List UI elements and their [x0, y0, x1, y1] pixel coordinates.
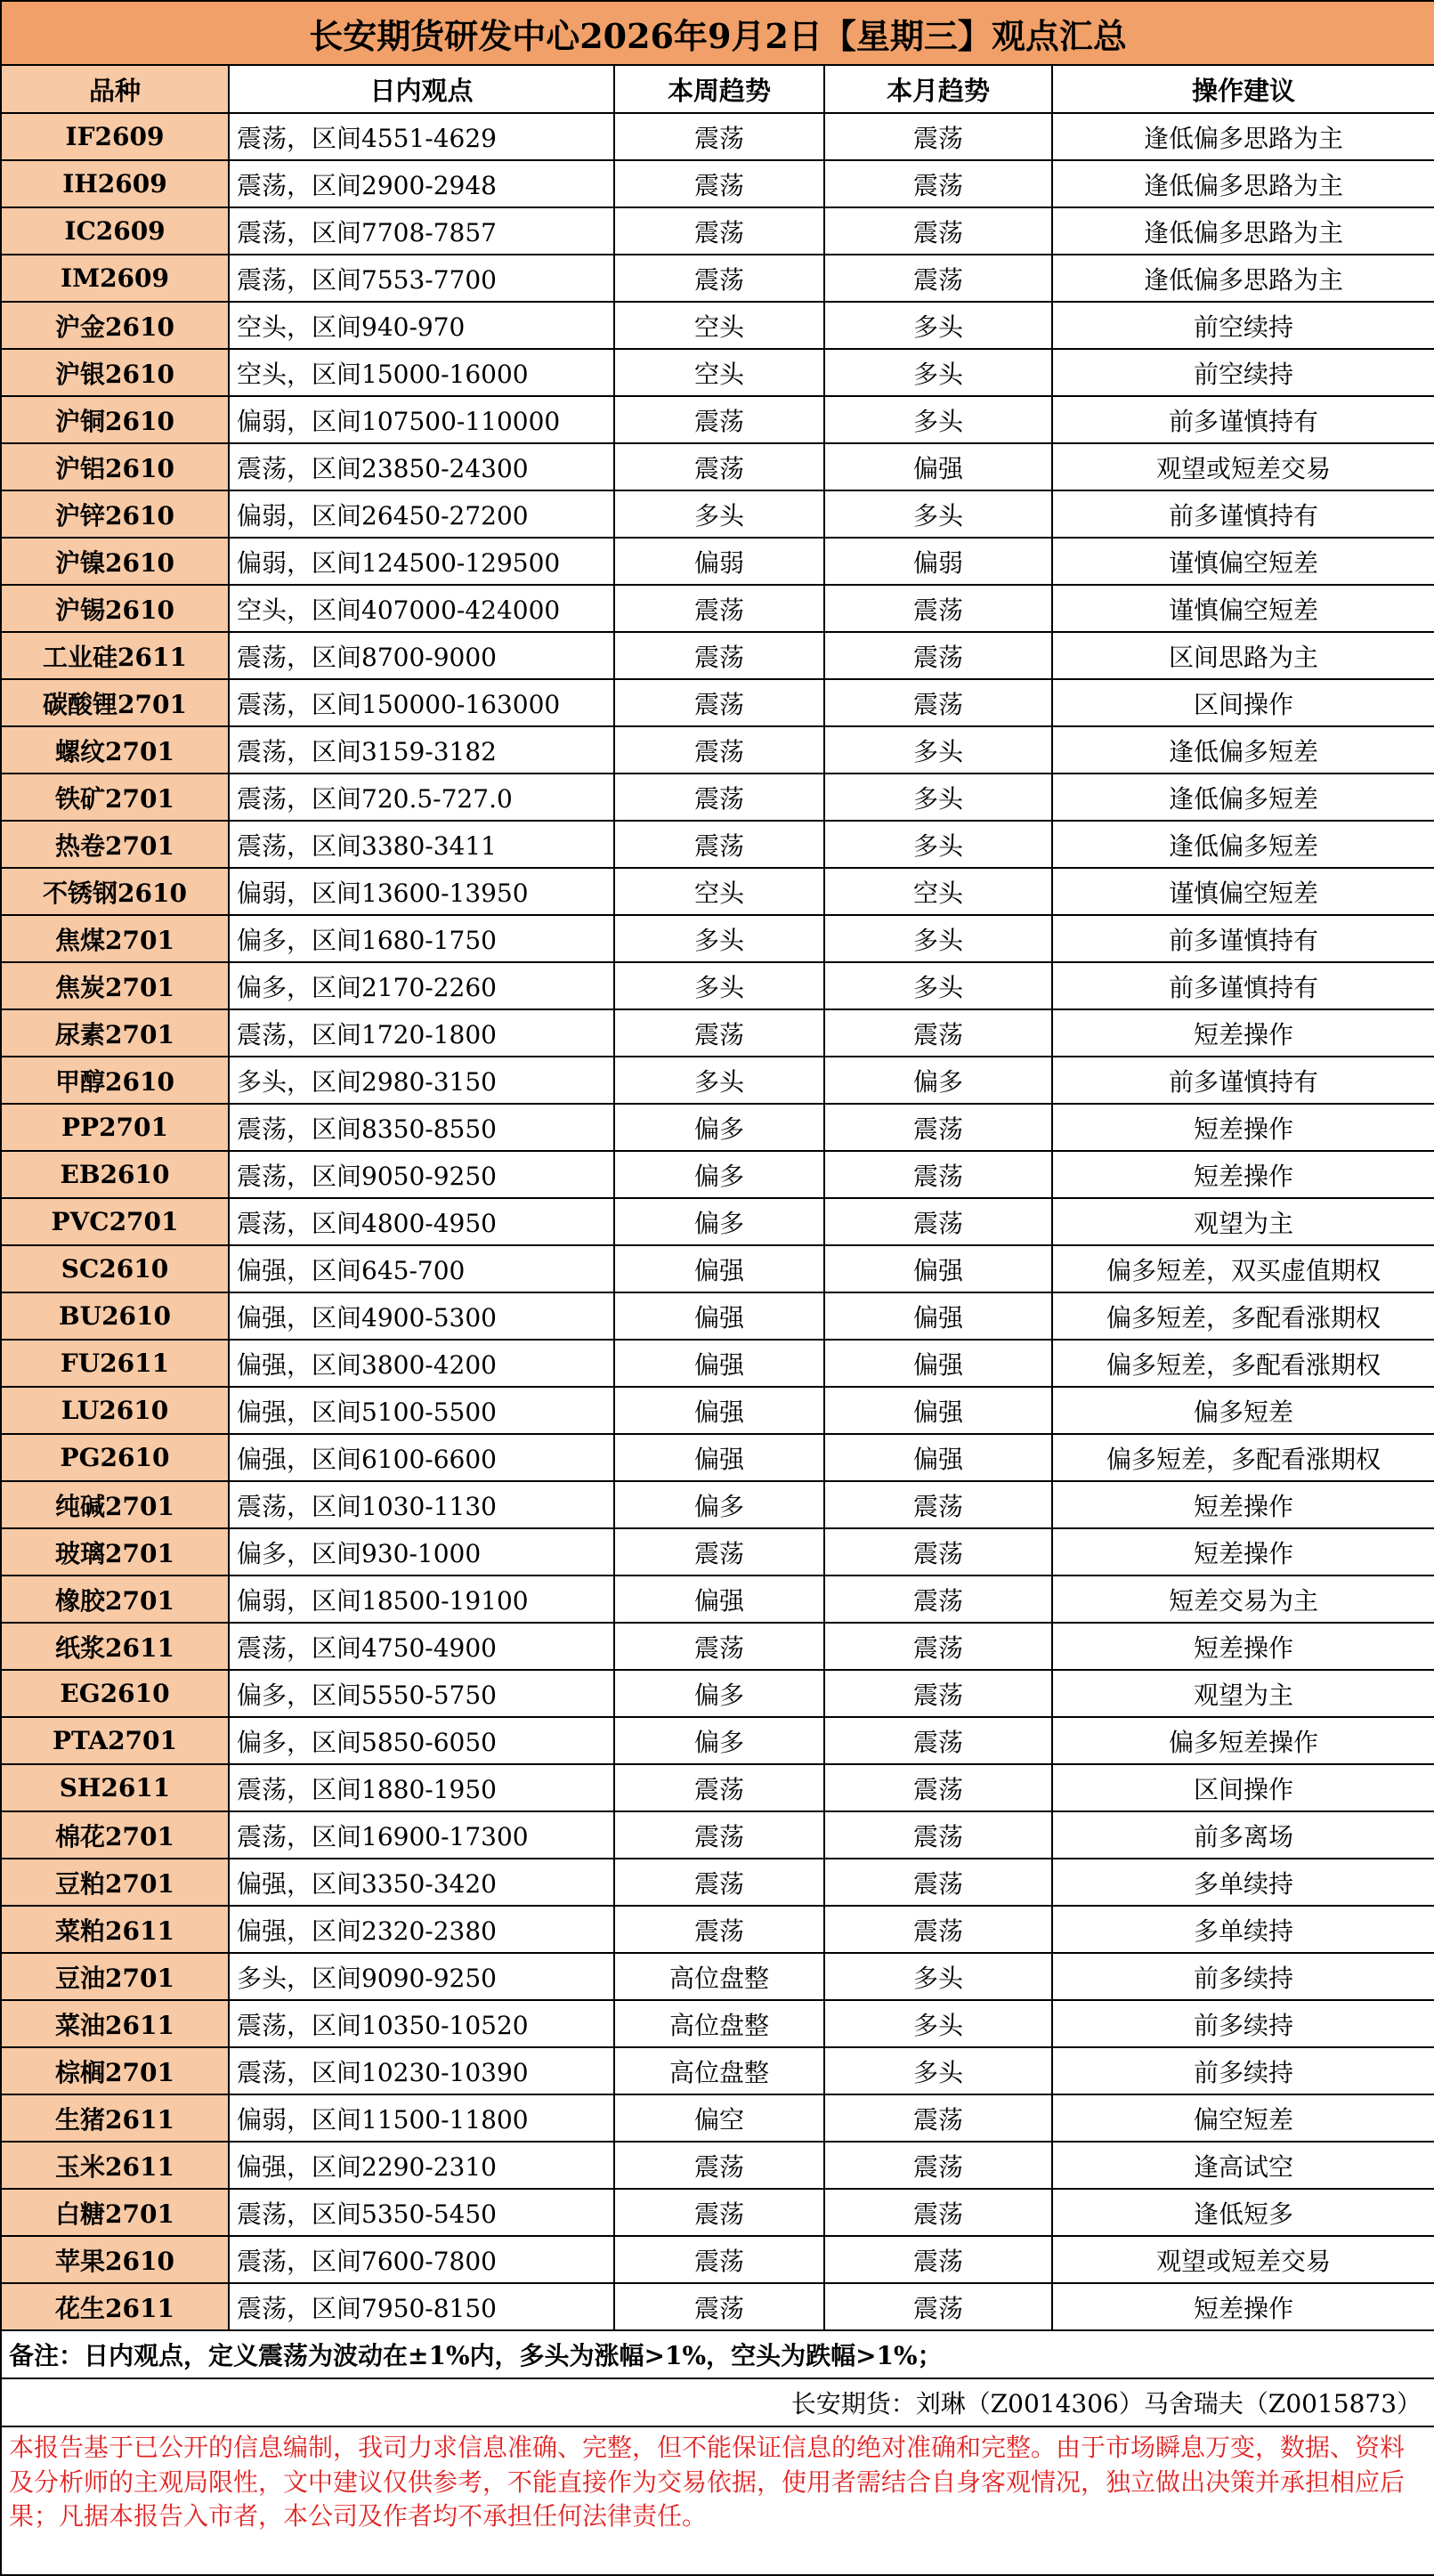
table-row — [1, 2047, 1434, 2094]
variety-cell: 白糖2701 — [1, 2189, 229, 2236]
week-trend-cell: 偏多 — [614, 1717, 824, 1764]
intraday-view-cell: 多头，区间9090-9250 — [229, 1953, 614, 2000]
variety-cell: 沪锡2610 — [1, 585, 229, 632]
week-trend-cell: 偏弱 — [614, 538, 824, 585]
column-header-week: 本周趋势 — [614, 65, 824, 113]
month-trend-cell: 空头 — [824, 868, 1052, 915]
intraday-view-cell: 震荡，区间4551-4629 — [229, 113, 614, 160]
table-row — [1, 774, 1434, 821]
week-trend-cell: 震荡 — [614, 1528, 824, 1576]
advice-cell: 短差操作 — [1052, 1151, 1434, 1198]
advice-cell: 多单续持 — [1052, 1906, 1434, 1953]
intraday-view-cell: 偏强，区间2320-2380 — [229, 1906, 614, 1953]
variety-cell: 生猪2611 — [1, 2094, 229, 2142]
variety-cell: 棉花2701 — [1, 1811, 229, 1859]
advice-cell: 观望或短差交易 — [1052, 2236, 1434, 2283]
advice-cell: 前多谨慎持有 — [1052, 962, 1434, 1009]
intraday-view-cell: 震荡，区间3159-3182 — [229, 726, 614, 774]
variety-cell: 焦煤2701 — [1, 915, 229, 962]
variety-cell: 棕榈2701 — [1, 2047, 229, 2094]
table-row — [1, 2142, 1434, 2189]
table-row — [1, 1245, 1434, 1292]
week-trend-cell: 偏强 — [614, 1387, 824, 1434]
table-row — [1, 1576, 1434, 1623]
table-row — [1, 1528, 1434, 1576]
variety-cell: 焦炭2701 — [1, 962, 229, 1009]
advice-cell: 短差操作 — [1052, 1104, 1434, 1151]
month-trend-cell: 震荡 — [824, 113, 1052, 160]
advice-cell: 前空续持 — [1052, 349, 1434, 396]
week-trend-cell: 偏强 — [614, 1245, 824, 1292]
advice-cell: 区间思路为主 — [1052, 632, 1434, 679]
intraday-view-cell: 震荡，区间5350-5450 — [229, 2189, 614, 2236]
variety-cell: 沪银2610 — [1, 349, 229, 396]
advice-cell: 逢低偏多思路为主 — [1052, 113, 1434, 160]
intraday-view-cell: 偏弱，区间13600-13950 — [229, 868, 614, 915]
table-row — [1, 2094, 1434, 2142]
variety-cell: PP2701 — [1, 1104, 229, 1151]
author-line: 长安期货：刘琳（Z0014306）马舍瑞夫（Z0015873） — [1, 2378, 1434, 2426]
month-trend-cell: 震荡 — [824, 1670, 1052, 1717]
advice-cell: 谨慎偏空短差 — [1052, 868, 1434, 915]
table-body — [1, 113, 1434, 2330]
variety-cell: 沪铜2610 — [1, 396, 229, 443]
week-trend-cell: 多头 — [614, 1057, 824, 1104]
table-row — [1, 349, 1434, 396]
intraday-view-cell: 震荡，区间7553-7700 — [229, 255, 614, 302]
week-trend-cell: 偏多 — [614, 1151, 824, 1198]
advice-cell: 前多谨慎持有 — [1052, 490, 1434, 538]
month-trend-cell: 震荡 — [824, 1906, 1052, 1953]
variety-cell: EG2610 — [1, 1670, 229, 1717]
advice-cell: 前多续持 — [1052, 2047, 1434, 2094]
month-trend-cell: 震荡 — [824, 1764, 1052, 1811]
table-row — [1, 2236, 1434, 2283]
table-row — [1, 1151, 1434, 1198]
intraday-view-cell: 偏多，区间5850-6050 — [229, 1717, 614, 1764]
week-trend-cell: 偏强 — [614, 1340, 824, 1387]
week-trend-cell: 偏多 — [614, 1670, 824, 1717]
intraday-view-cell: 偏强，区间5100-5500 — [229, 1387, 614, 1434]
intraday-view-cell: 震荡，区间7708-7857 — [229, 207, 614, 255]
week-trend-cell: 震荡 — [614, 443, 824, 490]
table-row — [1, 538, 1434, 585]
week-trend-cell: 震荡 — [614, 255, 824, 302]
table-row — [1, 255, 1434, 302]
table-row — [1, 585, 1434, 632]
table-row — [1, 396, 1434, 443]
variety-cell: 纯碱2701 — [1, 1481, 229, 1528]
week-trend-cell: 震荡 — [614, 2142, 824, 2189]
week-trend-cell: 震荡 — [614, 632, 824, 679]
note: 备注：日内观点，定义震荡为波动在±1%内，多头为涨幅>1%，空头为跌幅>1%； — [1, 2330, 1434, 2378]
variety-cell: 菜粕2611 — [1, 1906, 229, 1953]
advice-cell: 观望为主 — [1052, 1670, 1434, 1717]
variety-cell: 豆油2701 — [1, 1953, 229, 2000]
advice-cell: 前多离场 — [1052, 1811, 1434, 1859]
page-title: 长安期货研发中心2026年9月2日【星期三】观点汇总 — [1, 1, 1434, 65]
table-row — [1, 1481, 1434, 1528]
intraday-view-cell: 震荡，区间4800-4950 — [229, 1198, 614, 1245]
intraday-view-cell: 偏弱，区间11500-11800 — [229, 2094, 614, 2142]
advice-cell: 偏多短差，多配看涨期权 — [1052, 1292, 1434, 1340]
week-trend-cell: 空头 — [614, 868, 824, 915]
table-row — [1, 2283, 1434, 2330]
intraday-view-cell: 震荡，区间4750-4900 — [229, 1623, 614, 1670]
table-row — [1, 1906, 1434, 1953]
intraday-view-cell: 震荡，区间23850-24300 — [229, 443, 614, 490]
table-row — [1, 1009, 1434, 1057]
month-trend-cell: 震荡 — [824, 632, 1052, 679]
variety-cell: 苹果2610 — [1, 2236, 229, 2283]
variety-cell: EB2610 — [1, 1151, 229, 1198]
advice-cell: 逢低偏多思路为主 — [1052, 255, 1434, 302]
intraday-view-cell: 偏多，区间1680-1750 — [229, 915, 614, 962]
variety-cell: 不锈钢2610 — [1, 868, 229, 915]
variety-cell: 纸浆2611 — [1, 1623, 229, 1670]
table-row — [1, 679, 1434, 726]
week-trend-cell: 震荡 — [614, 821, 824, 868]
variety-cell: 豆粕2701 — [1, 1859, 229, 1906]
intraday-view-cell: 震荡，区间16900-17300 — [229, 1811, 614, 1859]
table-row — [1, 1057, 1434, 1104]
intraday-view-cell: 震荡，区间8350-8550 — [229, 1104, 614, 1151]
week-trend-cell: 多头 — [614, 962, 824, 1009]
variety-cell: 尿素2701 — [1, 1009, 229, 1057]
intraday-view-cell: 偏强，区间6100-6600 — [229, 1434, 614, 1481]
week-trend-cell: 高位盘整 — [614, 2000, 824, 2047]
week-trend-cell: 震荡 — [614, 1906, 824, 1953]
variety-cell: 沪金2610 — [1, 302, 229, 349]
month-trend-cell: 偏强 — [824, 1387, 1052, 1434]
advice-cell: 逢高试空 — [1052, 2142, 1434, 2189]
intraday-view-cell: 空头，区间15000-16000 — [229, 349, 614, 396]
advice-cell: 逢低偏多思路为主 — [1052, 207, 1434, 255]
month-trend-cell: 多头 — [824, 302, 1052, 349]
week-trend-cell: 偏多 — [614, 1481, 824, 1528]
variety-cell: 菜油2611 — [1, 2000, 229, 2047]
month-trend-cell: 偏强 — [824, 1245, 1052, 1292]
week-trend-cell: 震荡 — [614, 1623, 824, 1670]
month-trend-cell: 震荡 — [824, 1576, 1052, 1623]
intraday-view-cell: 震荡，区间150000-163000 — [229, 679, 614, 726]
intraday-view-cell: 偏弱，区间26450-27200 — [229, 490, 614, 538]
intraday-view-cell: 震荡，区间7950-8150 — [229, 2283, 614, 2330]
week-trend-cell: 震荡 — [614, 774, 824, 821]
month-trend-cell: 震荡 — [824, 2236, 1052, 2283]
month-trend-cell: 震荡 — [824, 1717, 1052, 1764]
table-row — [1, 113, 1434, 160]
month-trend-cell: 震荡 — [824, 1009, 1052, 1057]
week-trend-cell: 高位盘整 — [614, 1953, 824, 2000]
intraday-view-cell: 震荡，区间1880-1950 — [229, 1764, 614, 1811]
table-row — [1, 1104, 1434, 1151]
advice-cell: 逢低偏多短差 — [1052, 821, 1434, 868]
intraday-view-cell: 空头，区间407000-424000 — [229, 585, 614, 632]
intraday-view-cell: 偏多，区间930-1000 — [229, 1528, 614, 1576]
advice-cell: 短差操作 — [1052, 2283, 1434, 2330]
advice-cell: 逢低偏多短差 — [1052, 774, 1434, 821]
table-row — [1, 2000, 1434, 2047]
table-row — [1, 1670, 1434, 1717]
month-trend-cell: 偏弱 — [824, 538, 1052, 585]
advice-cell: 前多谨慎持有 — [1052, 396, 1434, 443]
week-trend-cell: 偏空 — [614, 2094, 824, 2142]
month-trend-cell: 多头 — [824, 1953, 1052, 2000]
column-header-advice: 操作建议 — [1052, 65, 1434, 113]
table-row — [1, 1198, 1434, 1245]
week-trend-cell: 震荡 — [614, 113, 824, 160]
month-trend-cell: 偏多 — [824, 1057, 1052, 1104]
table-row — [1, 821, 1434, 868]
variety-cell: 螺纹2701 — [1, 726, 229, 774]
variety-cell: PVC2701 — [1, 1198, 229, 1245]
advice-cell: 逢低偏多思路为主 — [1052, 160, 1434, 207]
advice-cell: 逢低短多 — [1052, 2189, 1434, 2236]
variety-cell: 铁矿2701 — [1, 774, 229, 821]
table-row — [1, 490, 1434, 538]
week-trend-cell: 震荡 — [614, 1009, 824, 1057]
table-row — [1, 207, 1434, 255]
week-trend-cell: 多头 — [614, 490, 824, 538]
variety-cell: 沪锌2610 — [1, 490, 229, 538]
week-trend-cell: 空头 — [614, 349, 824, 396]
advice-cell: 观望为主 — [1052, 1198, 1434, 1245]
month-trend-cell: 震荡 — [824, 2283, 1052, 2330]
month-trend-cell: 震荡 — [824, 255, 1052, 302]
advice-cell: 偏多短差 — [1052, 1387, 1434, 1434]
month-trend-cell: 偏强 — [824, 1434, 1052, 1481]
table-row — [1, 302, 1434, 349]
column-header-month: 本月趋势 — [824, 65, 1052, 113]
intraday-view-cell: 震荡，区间720.5-727.0 — [229, 774, 614, 821]
intraday-view-cell: 震荡，区间10350-10520 — [229, 2000, 614, 2047]
table-row — [1, 1434, 1434, 1481]
variety-cell: 碳酸锂2701 — [1, 679, 229, 726]
table-row — [1, 632, 1434, 679]
week-trend-cell: 震荡 — [614, 160, 824, 207]
table-row — [1, 2189, 1434, 2236]
intraday-view-cell: 偏多，区间2170-2260 — [229, 962, 614, 1009]
week-trend-cell: 震荡 — [614, 1764, 824, 1811]
month-trend-cell: 多头 — [824, 726, 1052, 774]
variety-cell: 玻璃2701 — [1, 1528, 229, 1576]
week-trend-cell: 偏多 — [614, 1198, 824, 1245]
intraday-view-cell: 偏多，区间5550-5750 — [229, 1670, 614, 1717]
intraday-view-cell: 震荡，区间7600-7800 — [229, 2236, 614, 2283]
advice-cell: 区间操作 — [1052, 679, 1434, 726]
advice-cell: 前空续持 — [1052, 302, 1434, 349]
month-trend-cell: 震荡 — [824, 2142, 1052, 2189]
week-trend-cell: 震荡 — [614, 585, 824, 632]
intraday-view-cell: 偏强，区间645-700 — [229, 1245, 614, 1292]
week-trend-cell: 多头 — [614, 915, 824, 962]
month-trend-cell: 震荡 — [824, 679, 1052, 726]
variety-cell: PG2610 — [1, 1434, 229, 1481]
table-row — [1, 1859, 1434, 1906]
week-trend-cell: 空头 — [614, 302, 824, 349]
variety-cell: IF2609 — [1, 113, 229, 160]
variety-cell: SC2610 — [1, 1245, 229, 1292]
table-row — [1, 726, 1434, 774]
advice-cell: 短差操作 — [1052, 1528, 1434, 1576]
table-row — [1, 1387, 1434, 1434]
variety-cell: 沪铝2610 — [1, 443, 229, 490]
intraday-view-cell: 偏强，区间3350-3420 — [229, 1859, 614, 1906]
intraday-view-cell: 偏弱，区间107500-110000 — [229, 396, 614, 443]
intraday-view-cell: 偏弱，区间18500-19100 — [229, 1576, 614, 1623]
month-trend-cell: 多头 — [824, 915, 1052, 962]
variety-cell: IH2609 — [1, 160, 229, 207]
month-trend-cell: 震荡 — [824, 1151, 1052, 1198]
intraday-view-cell: 震荡，区间3380-3411 — [229, 821, 614, 868]
month-trend-cell: 多头 — [824, 396, 1052, 443]
month-trend-cell: 多头 — [824, 2047, 1052, 2094]
table-row — [1, 1292, 1434, 1340]
month-trend-cell: 多头 — [824, 821, 1052, 868]
week-trend-cell: 震荡 — [614, 2189, 824, 2236]
variety-cell: PTA2701 — [1, 1717, 229, 1764]
month-trend-cell: 震荡 — [824, 1198, 1052, 1245]
advice-cell: 偏多短差操作 — [1052, 1717, 1434, 1764]
week-trend-cell: 震荡 — [614, 396, 824, 443]
week-trend-cell: 偏多 — [614, 1104, 824, 1151]
table-row — [1, 868, 1434, 915]
advice-cell: 偏多短差，双买虚值期权 — [1052, 1245, 1434, 1292]
advice-cell: 短差操作 — [1052, 1623, 1434, 1670]
table-row — [1, 1340, 1434, 1387]
intraday-view-cell: 偏强，区间4900-5300 — [229, 1292, 614, 1340]
table-row — [1, 1623, 1434, 1670]
intraday-view-cell: 多头，区间2980-3150 — [229, 1057, 614, 1104]
variety-cell: 沪镍2610 — [1, 538, 229, 585]
variety-cell: LU2610 — [1, 1387, 229, 1434]
month-trend-cell: 多头 — [824, 349, 1052, 396]
variety-cell: 工业硅2611 — [1, 632, 229, 679]
table-row — [1, 915, 1434, 962]
variety-cell: FU2611 — [1, 1340, 229, 1387]
month-trend-cell: 多头 — [824, 2000, 1052, 2047]
week-trend-cell: 震荡 — [614, 2236, 824, 2283]
week-trend-cell: 偏强 — [614, 1576, 824, 1623]
month-trend-cell: 震荡 — [824, 2189, 1052, 2236]
advice-cell: 偏多短差，多配看涨期权 — [1052, 1434, 1434, 1481]
intraday-view-cell: 空头，区间940-970 — [229, 302, 614, 349]
advice-cell: 观望或短差交易 — [1052, 443, 1434, 490]
advice-cell: 谨慎偏空短差 — [1052, 538, 1434, 585]
week-trend-cell: 偏强 — [614, 1434, 824, 1481]
month-trend-cell: 震荡 — [824, 160, 1052, 207]
advice-cell: 前多续持 — [1052, 2000, 1434, 2047]
disclaimer: 本报告基于已公开的信息编制，我司力求信息准确、完整，但不能保证信息的绝对准确和完整。由于市场瞬息万变，数据、资料及分析师的主观局限性，文中建议仅供参考，不能直接作为交易依据，使用者需结合自身客观情况，独立做出决策并承担相应后果；凡据本报告入市者，本公司及作者均不承担任何法律责任。 — [1, 2426, 1434, 2575]
table-row — [1, 1717, 1434, 1764]
intraday-view-cell: 震荡，区间9050-9250 — [229, 1151, 614, 1198]
week-trend-cell: 震荡 — [614, 679, 824, 726]
table-row — [1, 443, 1434, 490]
week-trend-cell: 高位盘整 — [614, 2047, 824, 2094]
table-row — [1, 1811, 1434, 1859]
month-trend-cell: 偏强 — [824, 1340, 1052, 1387]
week-trend-cell: 震荡 — [614, 2283, 824, 2330]
variety-cell: 花生2611 — [1, 2283, 229, 2330]
week-trend-cell: 震荡 — [614, 1811, 824, 1859]
header-row — [1, 65, 1434, 113]
advice-cell: 前多谨慎持有 — [1052, 1057, 1434, 1104]
month-trend-cell: 偏强 — [824, 1292, 1052, 1340]
table-row — [1, 1764, 1434, 1811]
month-trend-cell: 震荡 — [824, 2094, 1052, 2142]
advice-cell: 前多续持 — [1052, 1953, 1434, 2000]
week-trend-cell: 震荡 — [614, 726, 824, 774]
intraday-view-cell: 偏弱，区间124500-129500 — [229, 538, 614, 585]
month-trend-cell: 震荡 — [824, 1623, 1052, 1670]
week-trend-cell: 偏强 — [614, 1292, 824, 1340]
week-trend-cell: 震荡 — [614, 207, 824, 255]
month-trend-cell: 震荡 — [824, 1859, 1052, 1906]
variety-cell: 热卷2701 — [1, 821, 229, 868]
intraday-view-cell: 震荡，区间10230-10390 — [229, 2047, 614, 2094]
advice-cell: 逢低偏多短差 — [1052, 726, 1434, 774]
month-trend-cell: 多头 — [824, 774, 1052, 821]
advice-cell: 短差操作 — [1052, 1009, 1434, 1057]
intraday-view-cell: 偏强，区间2290-2310 — [229, 2142, 614, 2189]
variety-cell: IM2609 — [1, 255, 229, 302]
variety-cell: 玉米2611 — [1, 2142, 229, 2189]
advice-cell: 偏多短差，多配看涨期权 — [1052, 1340, 1434, 1387]
month-trend-cell: 震荡 — [824, 207, 1052, 255]
table-row — [1, 160, 1434, 207]
column-header-variety: 品种 — [1, 65, 229, 113]
month-trend-cell: 多头 — [824, 490, 1052, 538]
month-trend-cell: 震荡 — [824, 585, 1052, 632]
variety-cell: SH2611 — [1, 1764, 229, 1811]
month-trend-cell: 震荡 — [824, 1481, 1052, 1528]
week-trend-cell: 震荡 — [614, 1859, 824, 1906]
month-trend-cell: 震荡 — [824, 1528, 1052, 1576]
table-row — [1, 962, 1434, 1009]
month-trend-cell: 震荡 — [824, 1104, 1052, 1151]
advice-cell: 多单续持 — [1052, 1859, 1434, 1906]
advice-cell: 谨慎偏空短差 — [1052, 585, 1434, 632]
intraday-view-cell: 震荡，区间2900-2948 — [229, 160, 614, 207]
month-trend-cell: 多头 — [824, 962, 1052, 1009]
advice-cell: 区间操作 — [1052, 1764, 1434, 1811]
intraday-view-cell: 偏强，区间3800-4200 — [229, 1340, 614, 1387]
month-trend-cell: 偏强 — [824, 443, 1052, 490]
variety-cell: IC2609 — [1, 207, 229, 255]
advice-cell: 前多谨慎持有 — [1052, 915, 1434, 962]
advice-cell: 短差交易为主 — [1052, 1576, 1434, 1623]
intraday-view-cell: 震荡，区间8700-9000 — [229, 632, 614, 679]
variety-cell: 橡胶2701 — [1, 1576, 229, 1623]
advice-cell: 偏空短差 — [1052, 2094, 1434, 2142]
table-row — [1, 1953, 1434, 2000]
column-header-intraday: 日内观点 — [229, 65, 614, 113]
intraday-view-cell: 震荡，区间1030-1130 — [229, 1481, 614, 1528]
advice-cell: 短差操作 — [1052, 1481, 1434, 1528]
variety-cell: BU2610 — [1, 1292, 229, 1340]
intraday-view-cell: 震荡，区间1720-1800 — [229, 1009, 614, 1057]
month-trend-cell: 震荡 — [824, 1811, 1052, 1859]
variety-cell: 甲醇2610 — [1, 1057, 229, 1104]
